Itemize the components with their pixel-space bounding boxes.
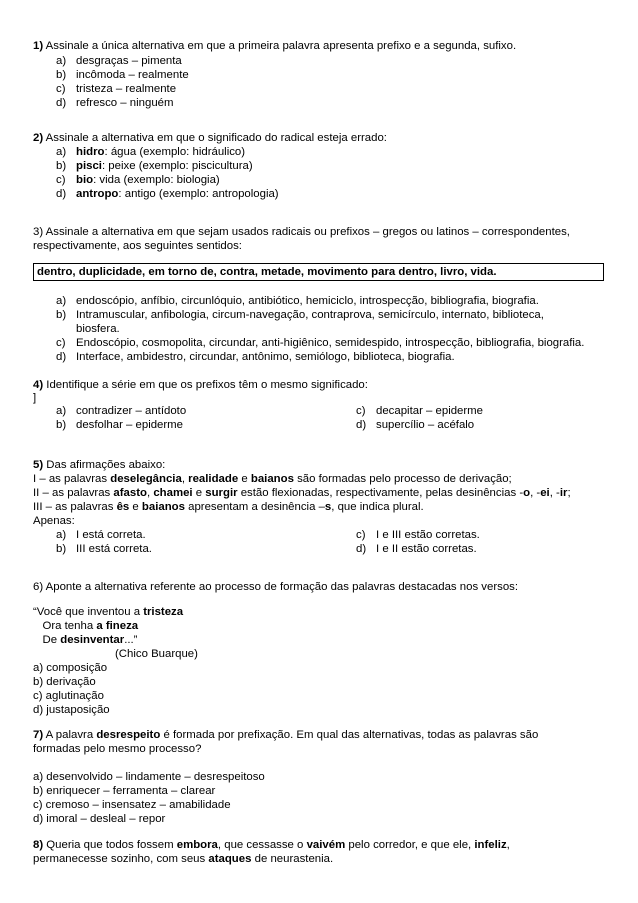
q7-stem-line2: formadas pelo mesmo processo? [33, 743, 202, 755]
q1-option-a: a) desgraças – pimenta [56, 55, 182, 67]
q6-option-d: d) justaposição [33, 704, 110, 716]
q3-option-a: a) endoscópio, anfíbio, circunlóquio, antibiótico, hemiciclo, introspecção, bibliografia, biografia. [56, 295, 539, 307]
q2-option-a: a) hidro: água (exemplo: hidráulico) [56, 146, 246, 158]
q4-bracket: ] [33, 392, 37, 404]
q6-option-b: b) derivação [33, 676, 96, 688]
q4-option-c: c) decapitar – epiderme [356, 405, 484, 417]
q5-stem: 5) Das afirmações abaixo: [33, 459, 166, 471]
q7-option-c: c) cremoso – insensatez – amabilidade [33, 799, 231, 811]
q4-stem: 4) Identifique a série em que os prefixos têm o mesmo significado: [33, 379, 368, 391]
q3-option-c: c) Endoscópio, cosmopolita, circundar, anti-higiênico, semidespido, introspecção, bibliografia, biografia. [56, 337, 585, 349]
q8-line1: 8) Queria que todos fossem embora, que cessasse o vaivém pelo corredor, e que ele, infeliz, [33, 839, 510, 851]
q1-stem: 1) Assinale a única alternativa em que a primeira palavra apresenta prefixo e a segunda, sufixo. [33, 40, 517, 52]
q3-stem-line1: 3) Assinale a alternativa em que sejam usados radicais ou prefixos – gregos ou latinos – correspondentes, [33, 226, 570, 238]
q5-option-a: a) I está correta. [56, 529, 146, 541]
q6-option-a: a) composição [33, 662, 108, 674]
q6-verse-1: “Você que inventou a tristeza [33, 606, 184, 618]
q6-verse-3: De desinventar...” [33, 634, 138, 646]
q1-option-d: d) refresco – ninguém [56, 97, 174, 109]
q2-option-d: d) antropo: antigo (exemplo: antropologia) [56, 188, 279, 200]
q1-option-b: b) incômoda – realmente [56, 69, 189, 81]
q6-verse-2: Ora tenha a fineza [33, 620, 139, 632]
q3-stem-line2: respectivamente, aos seguintes sentidos: [33, 240, 242, 252]
q5-statement-ii: II – as palavras afasto, chamei e surgir estão flexionadas, respectivamente, pelas desinências -o, -ei, -ir; [33, 487, 571, 499]
q4-option-d: d) supercílio – acéfalo [356, 419, 475, 431]
q5-apenas: Apenas: [33, 515, 75, 527]
q3-option-b: b) Intramuscular, anfibologia, circum-navegação, contraprova, semicírculo, internato, biblioteca, [56, 309, 544, 321]
q4-option-a: a) contradizer – antídoto [56, 405, 187, 417]
q2-option-b: b) pisci: peixe (exemplo: piscicultura) [56, 160, 253, 172]
q3-senses-box [33, 263, 604, 281]
q5-option-d: d) I e II estão corretas. [356, 543, 477, 555]
q5-option-c: c) I e III estão corretas. [356, 529, 480, 541]
q6-author: (Chico Buarque) [115, 648, 198, 660]
q5-option-b: b) III está correta. [56, 543, 152, 555]
q7-option-d: d) imoral – desleal – repor [33, 813, 166, 825]
q7-option-a: a) desenvolvido – lindamente – desrespeitoso [33, 771, 265, 783]
q3-option-d: d) Interface, ambidestro, circundar, antônimo, semiólogo, biblioteca, biografia. [56, 351, 455, 363]
q8-line2: permanecesse sozinho, com seus ataques de neurastenia. [33, 853, 334, 865]
q7-stem-line1: 7) A palavra desrespeito é formada por prefixação. Em qual das alternativas, todas as palavras são [33, 729, 539, 741]
q5-statement-iii: III – as palavras ês e baianos apresentam a desinência –s, que indica plural. [33, 501, 424, 513]
q3-option-b-continued: biosfera. [76, 323, 120, 335]
q3-senses-text: dentro, duplicidade, em torno de, contra, metade, movimento para dentro, livro, vida. [37, 266, 497, 278]
q2-stem: 2) Assinale a alternativa em que o significado do radical esteja errado: [33, 132, 387, 144]
q5-statement-i: I – as palavras deselegância, realidade e baianos são formadas pelo processo de derivação; [33, 473, 512, 485]
q7-option-b: b) enriquecer – ferramenta – clarear [33, 785, 216, 797]
q6-option-c: c) aglutinação [33, 690, 104, 702]
q4-option-b: b) desfolhar – epiderme [56, 419, 184, 431]
q1-option-c: c) tristeza – realmente [56, 83, 177, 95]
q6-stem: 6) Aponte a alternativa referente ao processo de formação das palavras destacadas nos versos: [33, 581, 519, 593]
q2-option-c: c) bio: vida (exemplo: biologia) [56, 174, 220, 186]
